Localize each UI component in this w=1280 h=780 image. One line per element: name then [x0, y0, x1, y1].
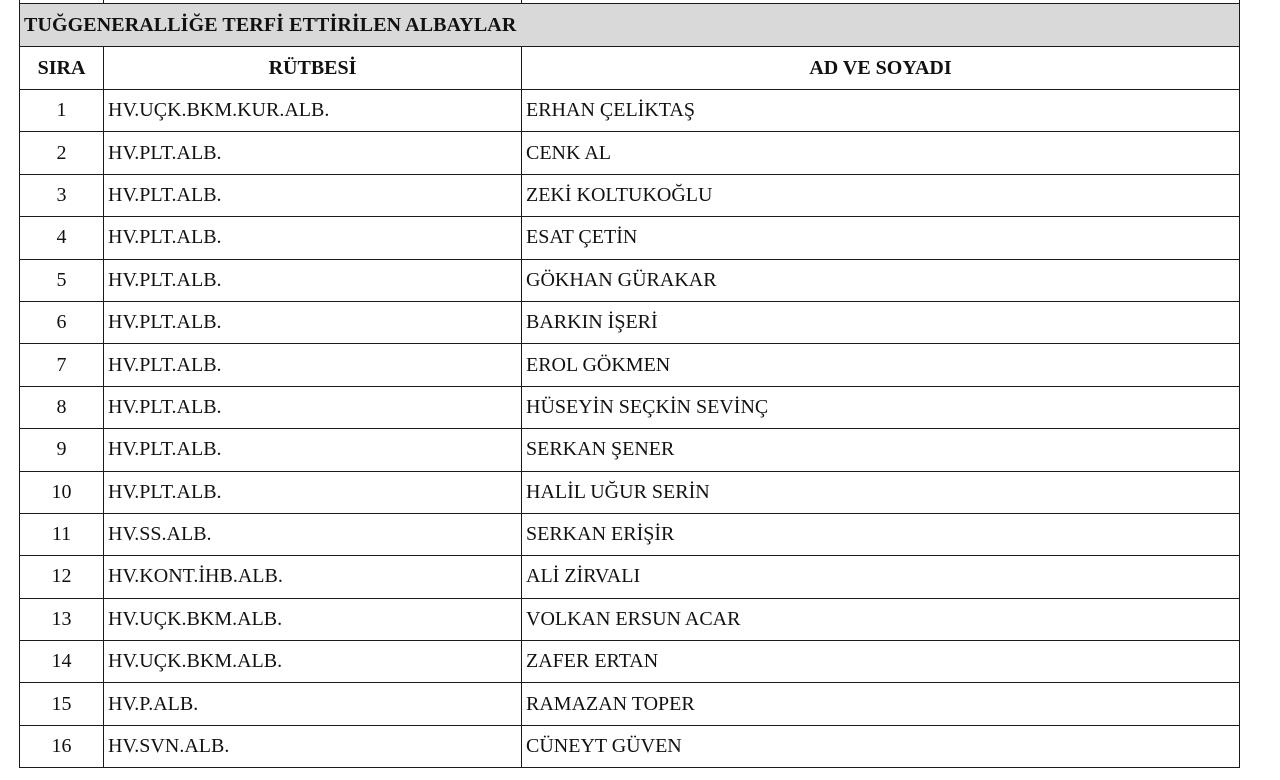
row-rank: HV.SVN.ALB.: [104, 725, 522, 767]
row-rank: HV.PLT.ALB.: [104, 429, 522, 471]
table-row: [20, 598, 1240, 640]
row-full-name: HALİL UĞUR SERİN: [522, 471, 1240, 513]
row-number: 1: [20, 90, 104, 132]
table-title-row: [20, 4, 1240, 47]
row-rank: HV.KONT.İHB.ALB.: [104, 556, 522, 598]
table-row: [20, 386, 1240, 428]
column-header-sira: SIRA: [20, 47, 104, 90]
row-rank: HV.PLT.ALB.: [104, 174, 522, 216]
row-full-name: VOLKAN ERSUN ACAR: [522, 598, 1240, 640]
document-sheet: [19, 0, 1239, 768]
table-row: [20, 259, 1240, 301]
table-row: [20, 132, 1240, 174]
column-header-row: [20, 47, 1240, 90]
row-full-name: CÜNEYT GÜVEN: [522, 725, 1240, 767]
table-row: [20, 90, 1240, 132]
row-number: 12: [20, 556, 104, 598]
row-full-name: HÜSEYİN SEÇKİN SEVİNÇ: [522, 386, 1240, 428]
row-rank: HV.PLT.ALB.: [104, 386, 522, 428]
table-row: [20, 217, 1240, 259]
row-full-name: ZEKİ KOLTUKOĞLU: [522, 174, 1240, 216]
row-full-name: GÖKHAN GÜRAKAR: [522, 259, 1240, 301]
row-number: 15: [20, 683, 104, 725]
table-row: [20, 429, 1240, 471]
table-row: [20, 513, 1240, 555]
row-number: 3: [20, 174, 104, 216]
row-rank: HV.P.ALB.: [104, 683, 522, 725]
column-header-ad-soyad: AD VE SOYADI: [522, 47, 1240, 90]
row-number: 7: [20, 344, 104, 386]
row-rank: HV.PLT.ALB.: [104, 344, 522, 386]
row-rank: HV.UÇK.BKM.ALB.: [104, 598, 522, 640]
row-full-name: RAMAZAN TOPER: [522, 683, 1240, 725]
row-number: 2: [20, 132, 104, 174]
row-full-name: ZAFER ERTAN: [522, 641, 1240, 683]
table-row: [20, 174, 1240, 216]
promotion-table: [19, 0, 1240, 768]
row-number: 14: [20, 641, 104, 683]
row-full-name: ALİ ZİRVALI: [522, 556, 1240, 598]
table-row: [20, 301, 1240, 343]
row-rank: HV.UÇK.BKM.KUR.ALB.: [104, 90, 522, 132]
row-rank: HV.UÇK.BKM.ALB.: [104, 641, 522, 683]
row-number: 5: [20, 259, 104, 301]
row-full-name: ERHAN ÇELİKTAŞ: [522, 90, 1240, 132]
column-header-rutbe: RÜTBESİ: [104, 47, 522, 90]
row-number: 8: [20, 386, 104, 428]
table-row: [20, 344, 1240, 386]
row-full-name: SERKAN ERİŞİR: [522, 513, 1240, 555]
row-rank: HV.PLT.ALB.: [104, 471, 522, 513]
row-rank: HV.SS.ALB.: [104, 513, 522, 555]
row-number: 10: [20, 471, 104, 513]
table-title: TUĞGENERALLİĞE TERFİ ETTİRİLEN ALBAYLAR: [20, 4, 1240, 47]
table-row: [20, 471, 1240, 513]
row-full-name: CENK AL: [522, 132, 1240, 174]
row-number: 13: [20, 598, 104, 640]
row-full-name: ESAT ÇETİN: [522, 217, 1240, 259]
row-number: 9: [20, 429, 104, 471]
row-number: 16: [20, 725, 104, 767]
row-full-name: SERKAN ŞENER: [522, 429, 1240, 471]
row-number: 11: [20, 513, 104, 555]
row-number: 4: [20, 217, 104, 259]
table-row: [20, 725, 1240, 767]
row-rank: HV.PLT.ALB.: [104, 301, 522, 343]
table-row: [20, 641, 1240, 683]
row-rank: HV.PLT.ALB.: [104, 259, 522, 301]
row-number: 6: [20, 301, 104, 343]
table-row: [20, 683, 1240, 725]
table-row: [20, 556, 1240, 598]
row-rank: HV.PLT.ALB.: [104, 217, 522, 259]
row-rank: HV.PLT.ALB.: [104, 132, 522, 174]
row-full-name: EROL GÖKMEN: [522, 344, 1240, 386]
row-full-name: BARKIN İŞERİ: [522, 301, 1240, 343]
